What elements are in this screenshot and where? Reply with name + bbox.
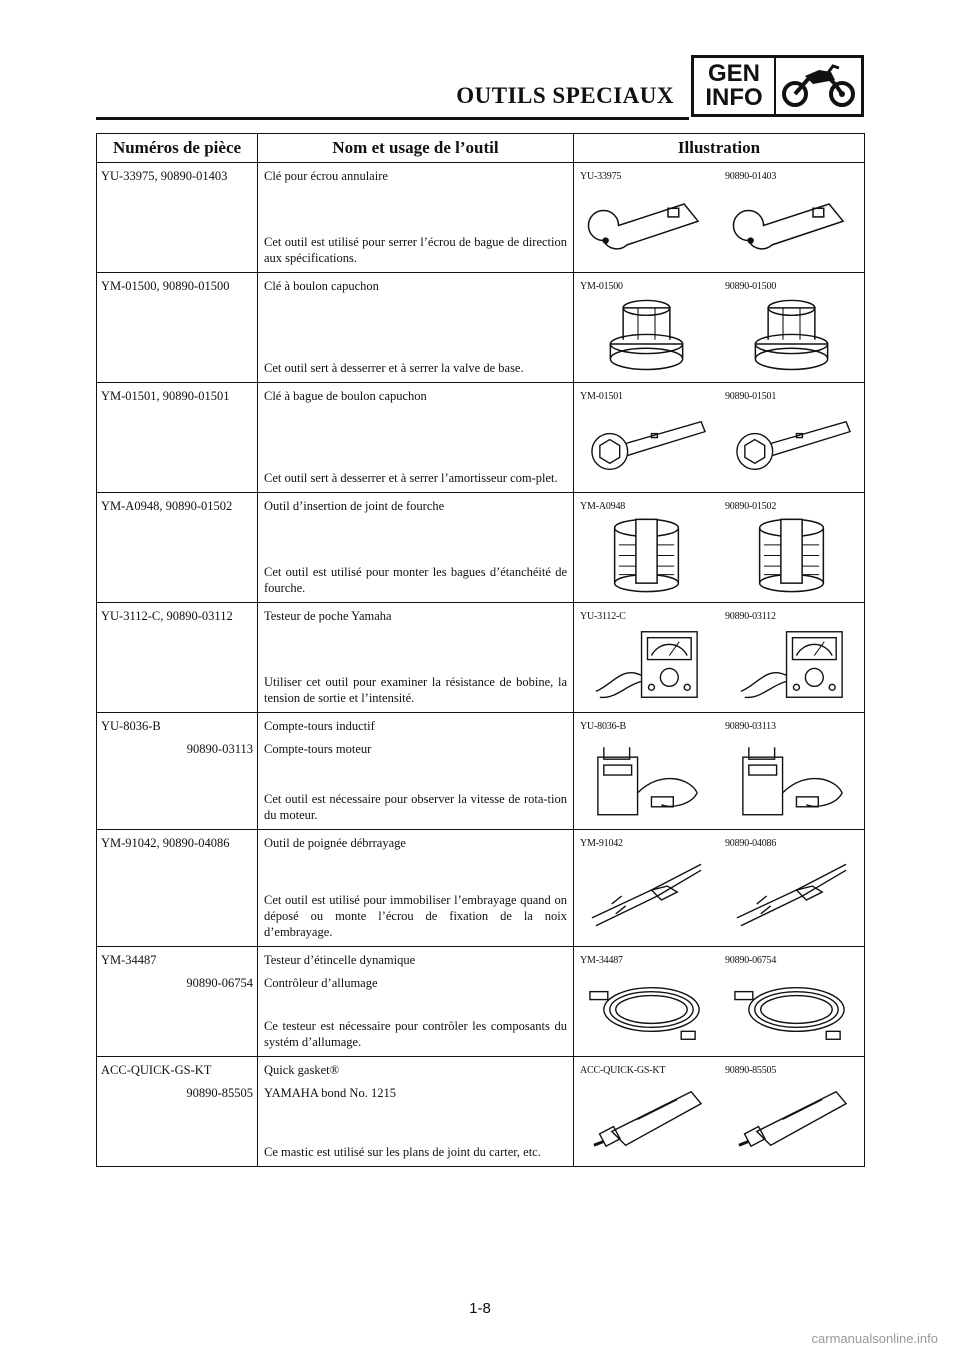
- part-number-cell: [97, 163, 258, 273]
- illustration-right: [719, 493, 864, 602]
- part-number-cell: [97, 947, 258, 1057]
- illustration-cell: [574, 603, 865, 713]
- ring-nut-wrench-icon: [582, 183, 711, 268]
- illustration-right: [719, 603, 864, 712]
- header-rule: [96, 117, 689, 120]
- illustration-label: 90890-04086: [725, 838, 777, 849]
- clutch-holder-icon: [727, 850, 856, 942]
- spark-tester-icon: [727, 967, 856, 1052]
- tool-name-secondary: Compte-tours moteur: [264, 742, 372, 756]
- tool-name-cell: [258, 1057, 574, 1167]
- illustration-right: [719, 947, 864, 1056]
- tool-usage: Cet outil sert à desserrer et à serrer la valve de base.: [264, 361, 524, 375]
- special-tools-table: [96, 133, 865, 1167]
- table-row: [97, 830, 865, 947]
- part-number: YM-34487: [101, 953, 157, 967]
- tool-usage: Cet outil est utilisé pour serrer l’écrou de bague de direction aux spécifications.: [264, 235, 567, 265]
- illustration-right: [719, 163, 864, 272]
- illustration-label: 90890-01502: [725, 501, 777, 512]
- part-number-cell: [97, 830, 258, 947]
- tool-name: Quick gasket®: [264, 1063, 340, 1077]
- illustration-label: YU-33975: [580, 171, 622, 182]
- tool-usage: Ce testeur est nécessaire pour contrôler les composants du systém d’allumage.: [264, 1019, 567, 1049]
- tool-name: Clé à bague de boulon capuchon: [264, 389, 427, 403]
- illustration-left: [574, 383, 719, 492]
- part-number-cell: [97, 273, 258, 383]
- illustration-cell: [574, 273, 865, 383]
- part-number: YM-A0948, 90890-01502: [101, 499, 233, 513]
- table-row: [97, 603, 865, 713]
- tachometer-icon: [727, 733, 856, 825]
- cap-bolt-wrench-icon: [727, 293, 856, 378]
- table-row: [97, 163, 865, 273]
- tool-name-cell: [258, 830, 574, 947]
- part-number: YU-33975, 90890-01403: [101, 169, 228, 183]
- tool-name-cell: [258, 713, 574, 830]
- ring-wrench-icon: [582, 403, 711, 488]
- illustration-cell: [574, 713, 865, 830]
- tool-name-secondary: Contrôleur d’allumage: [264, 976, 378, 990]
- table-row: [97, 713, 865, 830]
- motorcycle-icon: [776, 58, 861, 114]
- tool-name-cell: [258, 273, 574, 383]
- illustration-right: [719, 273, 864, 382]
- tool-name-secondary: YAMAHA bond No. 1215: [264, 1086, 396, 1100]
- illustration-left: [574, 947, 719, 1056]
- multimeter-icon: [582, 623, 711, 708]
- part-number-cell: [97, 713, 258, 830]
- page-title: OUTILS SPECIAUX: [456, 83, 674, 108]
- column-header-tool-name: Nom et usage de l’outil: [258, 134, 574, 163]
- illustration-cell: [574, 493, 865, 603]
- spark-tester-icon: [582, 967, 711, 1052]
- illustration-cell: [574, 1057, 865, 1167]
- illustration-left: [574, 273, 719, 382]
- badge-line1: GEN: [707, 60, 760, 87]
- column-header-illustration: Illustration: [574, 134, 865, 163]
- part-number: YM-01501, 90890-01501: [101, 389, 230, 403]
- clutch-holder-icon: [582, 850, 711, 942]
- illustration-label: YM-01501: [580, 391, 623, 402]
- illustration-left: [574, 603, 719, 712]
- tachometer-icon: [582, 733, 711, 825]
- part-number: YU-3112-C, 90890-03112: [101, 609, 233, 623]
- badge-line2: INFO: [705, 84, 763, 111]
- illustration-cell: [574, 947, 865, 1057]
- illustration-left: [574, 493, 719, 602]
- ring-wrench-icon: [727, 403, 856, 488]
- tool-name: Testeur d’étincelle dynamique: [264, 953, 416, 967]
- illustration-label: 90890-01500: [725, 281, 777, 292]
- tool-name-cell: [258, 947, 574, 1057]
- tool-usage: Cet outil est utilisé pour monter les bagues d’étanchéité de fourche.: [264, 565, 567, 595]
- illustration-label: YU-3112-C: [580, 611, 626, 622]
- column-header-part-number: Numéros de pièce: [97, 134, 258, 163]
- tool-usage: Cet outil est utilisé pour immobiliser l’embrayage quand on déposé ou monte l’écrou de fixation de la noix d’embrayage.: [264, 893, 567, 939]
- part-number-cell: [97, 493, 258, 603]
- illustration-right: [719, 1057, 864, 1166]
- part-number-secondary: 90890-03113: [186, 742, 253, 756]
- illustration-label: 90890-06754: [725, 955, 777, 966]
- sealant-tube-icon: [582, 1077, 711, 1162]
- illustration-label: 90890-03112: [725, 611, 776, 622]
- ring-nut-wrench-icon: [727, 183, 856, 268]
- illustration-right: [719, 713, 864, 829]
- illustration-label: 90890-01501: [725, 391, 777, 402]
- table-row: [97, 273, 865, 383]
- badge-text: [694, 58, 776, 114]
- table-row: [97, 1057, 865, 1167]
- part-number-secondary: 90890-85505: [186, 1086, 253, 1100]
- page-number: 1-8: [469, 1300, 491, 1317]
- tool-name-cell: [258, 603, 574, 713]
- tool-name: Clé à boulon capuchon: [264, 279, 379, 293]
- illustration-label: 90890-03113: [725, 721, 776, 732]
- illustration-left: [574, 163, 719, 272]
- multimeter-icon: [727, 623, 856, 708]
- illustration-cell: [574, 830, 865, 947]
- tool-name: Outil de poignée débrrayage: [264, 836, 406, 850]
- part-number: ACC-QUICK-GS-KT: [101, 1063, 212, 1077]
- tool-name: Clé pour écrou annulaire: [264, 169, 388, 183]
- page-header: [96, 55, 864, 125]
- table-row: [97, 493, 865, 603]
- cap-bolt-wrench-icon: [582, 293, 711, 378]
- table-header-row: [97, 134, 865, 163]
- tool-name-cell: [258, 163, 574, 273]
- illustration-label: 90890-01403: [725, 171, 777, 182]
- illustration-label: YM-01500: [580, 281, 623, 292]
- tool-usage: Utiliser cet outil pour examiner la résistance de bobine, la tension de sortie et l’intensité.: [264, 675, 567, 705]
- illustration-label: ACC-QUICK-GS-KT: [580, 1065, 666, 1076]
- part-number: YM-01500, 90890-01500: [101, 279, 230, 293]
- illustration-label: YM-91042: [580, 838, 623, 849]
- part-number-cell: [97, 383, 258, 493]
- illustration-label: YM-34487: [580, 955, 623, 966]
- illustration-right: [719, 830, 864, 946]
- tool-usage: Ce mastic est utilisé sur les plans de joint du carter, etc.: [264, 1145, 541, 1159]
- part-number-cell: [97, 1057, 258, 1167]
- illustration-label: 90890-85505: [725, 1065, 777, 1076]
- tool-name-cell: [258, 383, 574, 493]
- seal-installer-icon: [727, 513, 856, 598]
- illustration-cell: [574, 163, 865, 273]
- tool-name: Compte-tours inductif: [264, 719, 375, 733]
- tool-usage: Cet outil sert à desserrer et à serrer l’amortisseur com-plet.: [264, 471, 558, 485]
- illustration-label: YU-8036-B: [580, 721, 626, 732]
- illustration-right: [719, 383, 864, 492]
- gen-info-badge: [691, 55, 864, 117]
- part-number-cell: [97, 603, 258, 713]
- illustration-left: [574, 830, 719, 946]
- sealant-tube-icon: [727, 1077, 856, 1162]
- table-row: [97, 383, 865, 493]
- illustration-left: [574, 713, 719, 829]
- seal-installer-icon: [582, 513, 711, 598]
- table-row: [97, 947, 865, 1057]
- illustration-label: YM-A0948: [580, 501, 626, 512]
- watermark: carmanualsonline.info: [811, 1331, 938, 1346]
- tool-name-cell: [258, 493, 574, 603]
- tool-name: Outil d’insertion de joint de fourche: [264, 499, 445, 513]
- illustration-left: [574, 1057, 719, 1166]
- part-number: YM-91042, 90890-04086: [101, 836, 230, 850]
- part-number: YU-8036-B: [101, 719, 161, 733]
- tool-usage: Cet outil est nécessaire pour observer la vitesse de rota-tion du moteur.: [264, 792, 567, 822]
- part-number-secondary: 90890-06754: [186, 976, 253, 990]
- illustration-cell: [574, 383, 865, 493]
- tool-name: Testeur de poche Yamaha: [264, 609, 392, 623]
